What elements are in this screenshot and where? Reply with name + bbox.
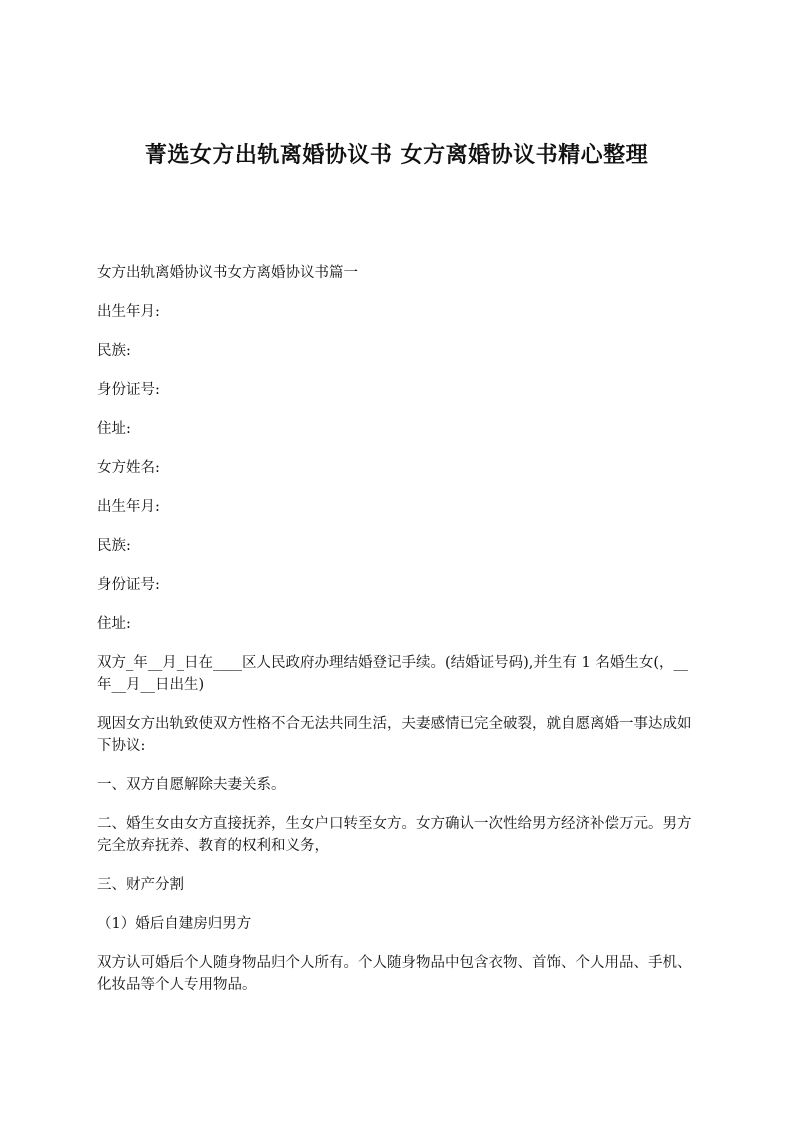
marriage-registration-paragraph: 双方_年__月_日在____区人民政府办理结婚登记手续。(结婚证号码),并生有 1 名婚生女(，__年__月__日出生) xyxy=(97,655,689,693)
clause-1: 一、双方自愿解除夫妻关系。 xyxy=(97,777,286,793)
field-female-name: 女方姓名: xyxy=(97,460,160,476)
field-birth-date: 出生年月: xyxy=(97,499,160,515)
field-ethnicity: 民族: xyxy=(97,538,131,554)
document-body xyxy=(97,262,697,1013)
field-address: 住址: xyxy=(97,616,131,632)
field-address: 住址: xyxy=(97,421,131,437)
section-heading: 女方出轨离婚协议书女方离婚协议书篇一 xyxy=(97,265,358,281)
clause-3-heading: 三、财产分割 xyxy=(97,877,184,893)
field-id-number: 身份证号: xyxy=(97,382,160,398)
clause-2: 二、婚生女由女方直接抚养，生女户口转至女方。女方确认一次性给男方经济补偿万元。男方完全放弃抚养、教育的权利和义务， xyxy=(97,816,692,854)
field-id-number: 身份证号: xyxy=(97,577,160,593)
clause-3-item-1: （1）婚后自建房归男方 xyxy=(97,916,252,932)
personal-items-paragraph: 双方认可婚后个人随身物品归个人所有。个人随身物品中包含衣物、首饰、个人用品、手机、化妆品等个人专用物品。 xyxy=(97,955,692,993)
document-title: 菁选女方出轨离婚协议书 女方离婚协议书精心整理 xyxy=(144,143,649,168)
field-ethnicity: 民族: xyxy=(97,343,131,359)
divorce-reason-paragraph: 现因女方出轨致使双方性格不合无法共同生活，夫妻感情已完全破裂，就自愿离婚一事达成如下协议: xyxy=(97,716,692,754)
field-birth-date: 出生年月: xyxy=(97,304,160,320)
